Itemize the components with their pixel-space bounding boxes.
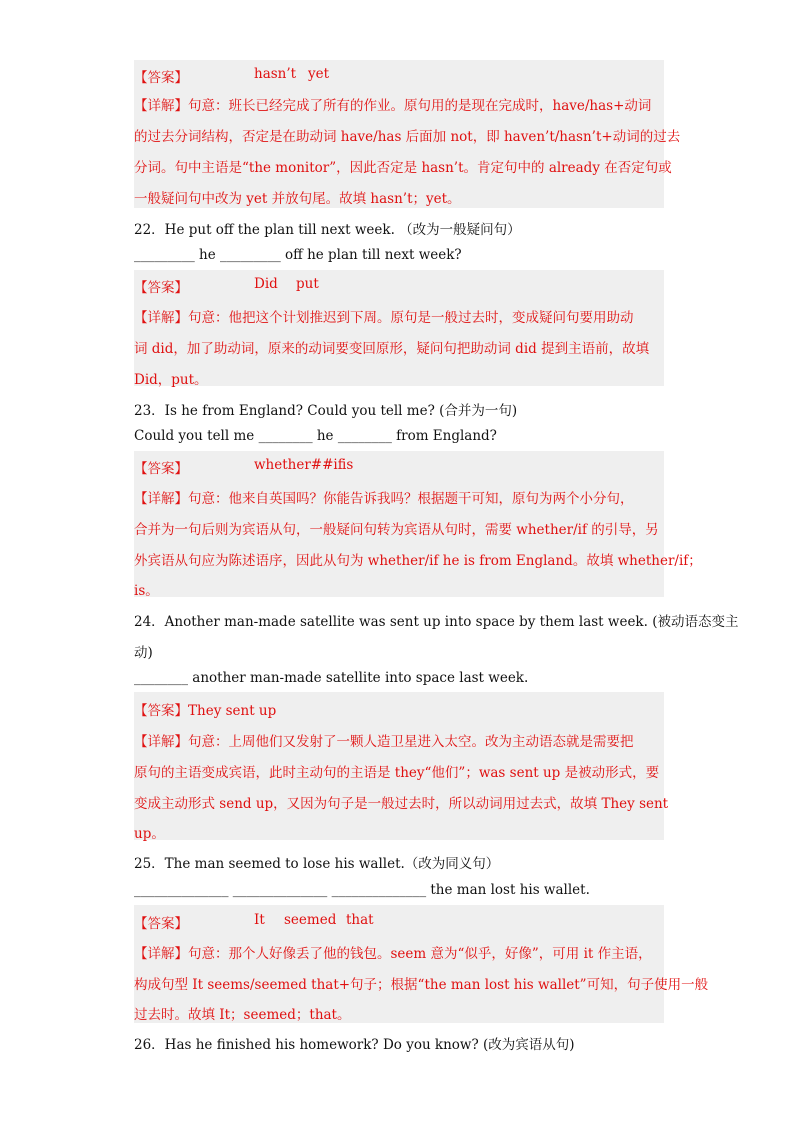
question-23-stem: 23．Is he from England? Could you tell me? (合并为一句) bbox=[134, 403, 518, 419]
answer-label: 【答案】 bbox=[134, 916, 188, 932]
answer-label: 【答案】 bbox=[134, 461, 188, 477]
detail-label: 【详解】 bbox=[134, 491, 188, 507]
answer-box-22 bbox=[134, 270, 664, 386]
answer-label: 【答案】 bbox=[134, 70, 188, 86]
question-25-stem: 25．The man seemed to lose his wallet.（改为同义句） bbox=[134, 856, 500, 872]
detail-label: 【详解】 bbox=[134, 734, 188, 750]
answer-box-21 bbox=[134, 60, 681, 208]
answer-value: Did bbox=[254, 276, 278, 292]
question-24-stem: 24．Another man-made satellite was sent up into space by them last week. (被动语态变主 bbox=[134, 614, 739, 630]
detail-text: 句意：上周他们又发射了一颗人造卫星进入太空。改为主动语态就是需要把 bbox=[188, 734, 634, 750]
detail-label: 【详解】 bbox=[134, 946, 188, 962]
answer-value: They sent up bbox=[188, 703, 277, 719]
detail-text: 分词。句中主语是“the monitor”，因此否定是 hasn’t。肯定句中的 already 在否定句或 bbox=[134, 160, 672, 176]
detail-text: 一般疑问句中改为 yet 并放句尾。故填 hasn’t；yet。 bbox=[134, 191, 461, 207]
detail-label: 【详解】 bbox=[134, 310, 188, 326]
detail-text: 词 did，加了助动词，原来的动词要变回原形，疑问句把助动词 did 提到主语前，故填 bbox=[134, 341, 650, 357]
detail-text: 句意：他把这个计划推迟到下周。原句是一般过去时，变成疑问句要用助动 bbox=[188, 310, 634, 326]
detail-text: 外宾语从句应为陈述语序，因此从句为 whether/if he is from England。故填 whether/if； bbox=[134, 553, 702, 569]
detail-text: 合并为一句后则为宾语从句，一般疑问句转为宾语从句时，需要 whether/if 的引导，另 bbox=[134, 522, 659, 538]
answer-box-25 bbox=[134, 905, 709, 1023]
detail-label: 【详解】 bbox=[134, 98, 188, 114]
answer-value: It bbox=[254, 912, 265, 928]
answer-label: 【答案】 bbox=[134, 703, 188, 719]
answer-value: hasn’t bbox=[254, 66, 297, 82]
question-24-blank: ________ another man-made satellite into space last week. bbox=[134, 670, 529, 686]
question-26-stem: 26．Has he finished his homework? Do you know? (改为宾语从句) bbox=[134, 1037, 575, 1053]
answer-value: put bbox=[296, 276, 319, 292]
detail-text: 句意：班长已经完成了所有的作业。原句用的是现在完成时，have/has+动词 bbox=[188, 98, 652, 114]
answer-value: yet bbox=[308, 66, 330, 82]
answer-value: that bbox=[346, 912, 374, 928]
detail-text: 句意：那个人好像丢了他的钱包。seem 意为“似乎，好像”，可用 it 作主语， bbox=[188, 946, 652, 962]
question-22-blank: _________ he _________ off he plan till next week? bbox=[134, 247, 462, 263]
detail-text: is。 bbox=[134, 583, 159, 599]
answer-value: whether##if bbox=[254, 457, 343, 473]
detail-text: 原句的主语变成宾语，此时主动句的主语是 they“他们”；was sent up 是被动形式，要 bbox=[134, 765, 660, 781]
answer-box-23 bbox=[134, 451, 702, 599]
answer-value: is bbox=[342, 457, 354, 473]
detail-text: 变成主动形式 send up，又因为句子是一般过去时，所以动词用过去式，故填 They sent bbox=[134, 796, 669, 812]
question-25-blank: ______________ ______________ ______________ the man lost his wallet. bbox=[134, 882, 590, 898]
detail-text: 的过去分词结构，否定是在助动词 have/has 后面加 not，即 haven’t/hasn’t+动词的过去 bbox=[134, 129, 681, 145]
question-24-stem: 动) bbox=[134, 645, 153, 661]
detail-text: Did，put。 bbox=[134, 372, 208, 388]
detail-text: 句意：他来自英国吗？你能告诉我吗？根据题干可知，原句为两个小分句， bbox=[188, 491, 634, 507]
question-23-blank: Could you tell me ________ he ________ from England? bbox=[134, 428, 497, 444]
answer-label: 【答案】 bbox=[134, 280, 188, 296]
detail-text: 过去时。故填 It；seemed；that。 bbox=[134, 1007, 351, 1023]
detail-text: 构成句型 It seems/seemed that+句子；根据“the man lost his wallet”可知，句子使用一般 bbox=[134, 977, 709, 993]
detail-text: up。 bbox=[134, 826, 165, 842]
answer-value: seemed bbox=[284, 912, 337, 928]
answer-box-24 bbox=[134, 692, 669, 842]
question-22-stem: 22．He put off the plan till next week. （改为一般疑问句） bbox=[134, 222, 521, 238]
